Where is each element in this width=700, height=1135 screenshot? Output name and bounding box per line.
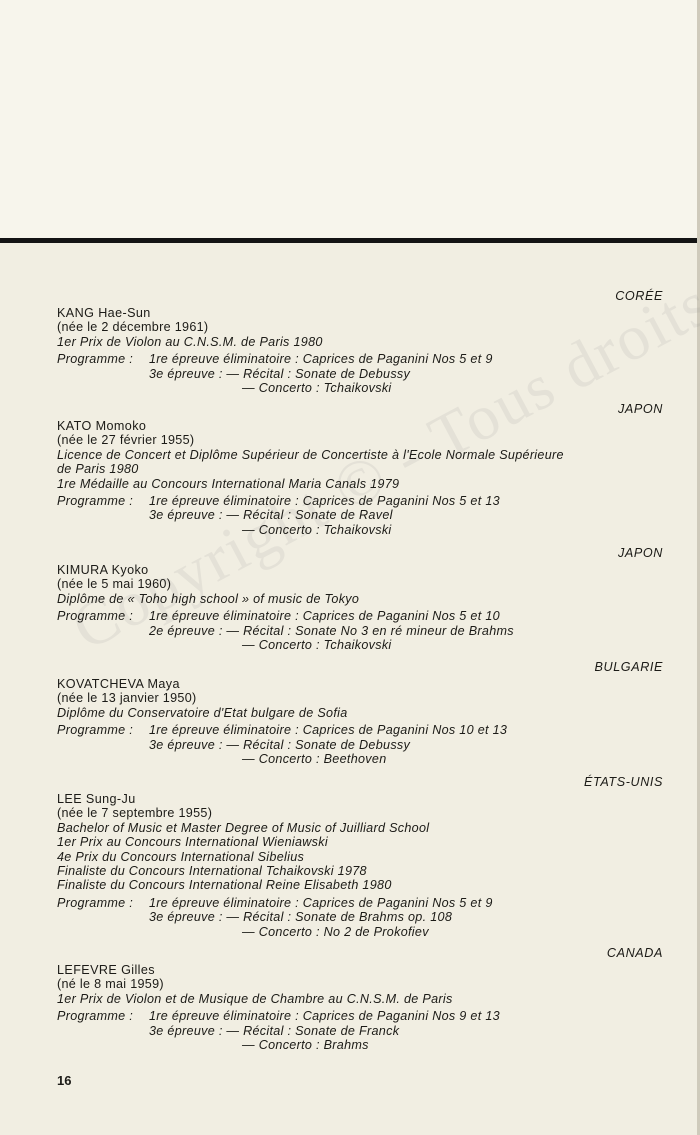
candidate-programme (57, 1009, 669, 1052)
programme-round-1: 1re épreuve éliminatoire : Caprices de Paganini Nos 5 et 13 (149, 494, 500, 509)
programme-round-1: 1re épreuve éliminatoire : Caprices de Paganini Nos 5 et 10 (149, 609, 500, 624)
programme-round-1: 1re épreuve éliminatoire : Caprices de Paganini Nos 10 et 13 (149, 723, 508, 738)
candidate-country: BULGARIE (594, 660, 663, 674)
candidate-credential: Finaliste du Concours International Reine Elisabeth 1980 (57, 878, 392, 893)
candidate-entry-kimura (57, 546, 669, 652)
programme-label: Programme : (57, 723, 134, 738)
candidate-credential: 1er Prix de Violon et de Musique de Chambre au C.N.S.M. de Paris (57, 991, 453, 1006)
candidate-credential: Diplôme de « Toho high school » of music de Tokyo (57, 591, 360, 606)
candidate-credential: Diplôme du Conservatoire d'Etat bulgare de Sofia (57, 705, 348, 720)
programme-concerto: — Concerto : Tchaikovski (242, 638, 392, 653)
programme-round-final: 2e épreuve : — Récital : Sonate No 3 en ré mineur de Brahms (149, 623, 514, 638)
candidate-credential: 1er Prix de Violon au C.N.S.M. de Paris 1980 (57, 334, 323, 349)
candidate-credential: 4e Prix du Concours International Sibelius (57, 849, 305, 864)
programme-concerto: — Concerto : Brahms (242, 1038, 369, 1053)
candidate-name: KOVATCHEVA Maya (57, 677, 180, 691)
candidate-credential: de Paris 1980 (57, 462, 139, 477)
candidate-country: JAPON (618, 546, 663, 560)
programme-concerto: — Concerto : Tchaikovski (242, 522, 392, 537)
candidate-birth: (née le 5 mai 1960) (57, 577, 172, 592)
blank-page-top (0, 0, 700, 238)
candidate-entry-lefevre (57, 946, 669, 1052)
candidate-birth: (née le 27 février 1955) (57, 433, 195, 448)
programme-round-1: 1re épreuve éliminatoire : Caprices de Paganini Nos 5 et 9 (149, 895, 493, 910)
candidate-entry-kato (57, 402, 669, 537)
candidate-name: LEFEVRE Gilles (57, 963, 155, 977)
programme-round-1: 1re épreuve éliminatoire : Caprices de Paganini Nos 9 et 13 (149, 1009, 500, 1024)
page-number: 16 (57, 1073, 72, 1088)
candidate-name: LEE Sung-Ju (57, 792, 136, 806)
programme-concerto: — Concerto : Beethoven (242, 752, 387, 767)
candidate-credential: Licence de Concert et Diplôme Supérieur de Concertiste à l'Ecole Normale Supérieure (57, 447, 564, 462)
programme-label: Programme : (57, 352, 134, 367)
programme-round-final: 3e épreuve : — Récital : Sonate de Debussy (149, 737, 411, 752)
candidate-programme (57, 723, 669, 766)
programme-label: Programme : (57, 895, 134, 910)
programme-round-final: 3e épreuve : — Récital : Sonate de Franck (149, 1023, 400, 1038)
programme-round-final: 3e épreuve : — Récital : Sonate de Ravel (149, 508, 393, 523)
candidate-country: ÉTATS-UNIS (584, 775, 663, 789)
programme-round-final: 3e épreuve : — Récital : Sonate de Debussy (149, 366, 411, 381)
candidate-entry-kovatcheva (57, 660, 669, 766)
programme-label: Programme : (57, 494, 134, 509)
candidate-name: KIMURA Kyoko (57, 563, 149, 577)
candidate-country: CANADA (606, 946, 663, 960)
candidate-entry-kang (57, 289, 669, 395)
programme-concerto: — Concerto : No 2 de Prokofiev (242, 924, 429, 939)
programme-label: Programme : (57, 609, 134, 624)
candidate-name: KANG Hae-Sun (57, 306, 151, 320)
candidate-credential: 1er Prix au Concours International Wieniawski (57, 835, 328, 850)
candidate-credential: Finaliste du Concours International Tchaikovski 1978 (57, 864, 367, 879)
candidate-birth: (né le 8 mai 1959) (57, 977, 164, 992)
candidate-programme (57, 494, 669, 537)
candidate-birth: (née le 2 décembre 1961) (57, 320, 209, 335)
candidate-programme (57, 609, 669, 652)
candidate-programme (57, 896, 669, 939)
candidate-entry-lee (57, 775, 669, 939)
candidate-credential: 1re Médaille au Concours International Maria Canals 1979 (57, 476, 400, 491)
candidate-birth: (née le 13 janvier 1950) (57, 691, 197, 706)
candidate-programme (57, 352, 669, 395)
candidate-birth: (née le 7 septembre 1955) (57, 806, 213, 821)
candidate-credential: Bachelor of Music et Master Degree of Music of Juilliard School (57, 820, 430, 835)
candidate-country: JAPON (618, 402, 663, 416)
programme-round-1: 1re épreuve éliminatoire : Caprices de Paganini Nos 5 et 9 (149, 352, 493, 367)
candidate-country: CORÉE (615, 289, 663, 303)
programme-label: Programme : (57, 1009, 134, 1024)
candidate-name: KATO Momoko (57, 419, 147, 433)
programme-round-final: 3e épreuve : — Récital : Sonate de Brahms op. 108 (149, 910, 453, 925)
programme-concerto: — Concerto : Tchaikovski (242, 381, 392, 396)
